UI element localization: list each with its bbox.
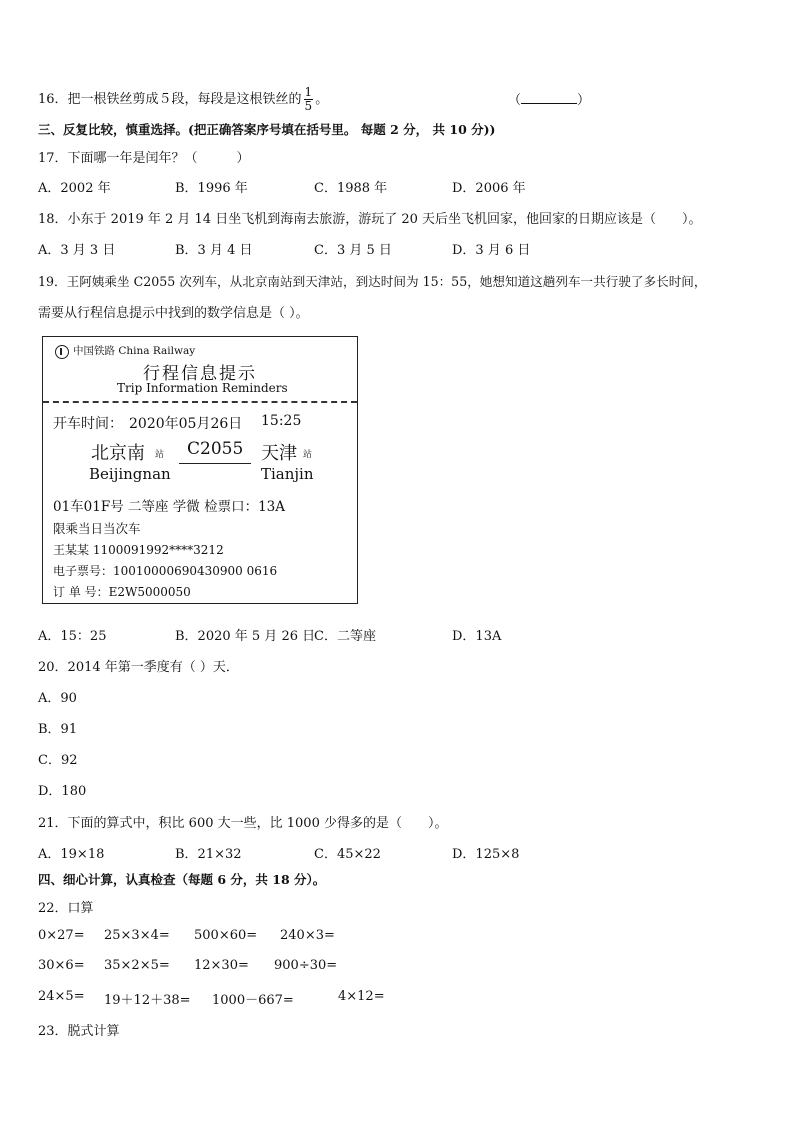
calc-1-1: 0×27= bbox=[38, 928, 85, 943]
calc-3-1: 24×5= bbox=[38, 989, 85, 1004]
ticket-from-suffix: 站 bbox=[155, 450, 165, 460]
q18-option-c[interactable]: C．3 月 5 日 bbox=[314, 243, 392, 258]
q18-option-a[interactable]: A．3 月 3 日 bbox=[38, 243, 116, 258]
question-18: 18．小东于 2019 年 2 月 14 日坐飞机到海南去旅游，游玩了 20 天后坐飞机回家，他回家的日期应该是（ ）。 bbox=[38, 212, 702, 227]
ticket-dashed-divider bbox=[43, 401, 357, 403]
ticket-train-arrow-line bbox=[179, 463, 251, 464]
calc-1-3: 500×60= bbox=[194, 928, 258, 943]
q20-option-d[interactable]: D．180 bbox=[38, 784, 87, 799]
ticket-seat-info: 01车01F号 二等座 学微 检票口：13A bbox=[53, 499, 286, 515]
question-19-line-2: 需要从行程信息提示中找到的数学信息是（ ）。 bbox=[38, 306, 309, 321]
question-22-title: 22．口算 bbox=[38, 901, 94, 916]
section-4-title: 四、细心计算，认真检查（每题 6 分，共 18 分）。 bbox=[38, 872, 326, 887]
q21-option-d[interactable]: D．125×8 bbox=[452, 847, 520, 862]
ticket-depart-date: 2020年05月26日 bbox=[129, 416, 243, 432]
ticket-train-number: C2055 bbox=[187, 439, 244, 459]
question-17: 17．下面哪一年是闰年？（ ） bbox=[38, 151, 250, 166]
ticket-depart-time: 15:25 bbox=[261, 413, 302, 429]
calc-1-4: 240×3= bbox=[280, 928, 335, 943]
ticket-from-station: 北京南 bbox=[91, 443, 145, 464]
ticket-from-en: Beijingnan bbox=[89, 465, 171, 483]
calc-2-4: 900÷30= bbox=[274, 958, 338, 973]
ticket-to-suffix: 站 bbox=[303, 450, 313, 460]
ticket-brand: 中国铁路 China Railway bbox=[73, 345, 196, 357]
question-23-title: 23．脱式计算 bbox=[38, 1024, 120, 1039]
q17-option-a[interactable]: A．2002 年 bbox=[38, 181, 111, 196]
calc-3-4: 4×12= bbox=[338, 989, 385, 1004]
q17-option-d[interactable]: D．2006 年 bbox=[452, 181, 526, 196]
ticket-eticket-number: 电子票号：10010000690430900 0616 bbox=[53, 564, 278, 578]
ticket-depart-label: 开车时间： bbox=[53, 416, 123, 432]
ticket-order-number: 订 单 号：E2W5000050 bbox=[53, 585, 191, 599]
question-19-line-1: 19．王阿姨乘坐 C2055 次列车，从北京南站到天津站，到达时间为 15：55，她想知道这趟列车一共行驶了多长时间， bbox=[38, 274, 707, 289]
q19-option-a[interactable]: A．15：25 bbox=[38, 629, 107, 644]
china-railway-logo-icon bbox=[55, 345, 69, 359]
ticket-to-en: Tianjin bbox=[261, 465, 314, 483]
ticket-title-en: Trip Information Reminders bbox=[117, 381, 288, 395]
q21-option-c[interactable]: C．45×22 bbox=[314, 847, 381, 862]
ticket-to-station: 天津 bbox=[261, 443, 297, 464]
question-21: 21．下面的算式中，积比 600 大一些，比 1000 少得多的是（ ）。 bbox=[38, 816, 448, 831]
calc-3-2: 19＋12＋38= bbox=[104, 993, 191, 1008]
fraction-one-fifth: $\frac{1}{5}$ bbox=[304, 85, 313, 113]
calc-2-2: 35×2×5= bbox=[104, 958, 170, 973]
q20-option-a[interactable]: A．90 bbox=[38, 691, 77, 706]
question-20: 20．2014 年第一季度有（ ）天． bbox=[38, 660, 239, 675]
q19-option-b[interactable]: B．2020 年 5 月 26 日 bbox=[175, 629, 316, 644]
section-3-title: 三、反复比较，慎重选择。(把正确答案序号填在括号里。 每题 2 分， 共 10 分)) bbox=[38, 122, 496, 137]
q18-option-b[interactable]: B．3 月 4 日 bbox=[175, 243, 253, 258]
q19-option-c[interactable]: C．二等座 bbox=[314, 629, 376, 644]
q21-option-b[interactable]: B．21×32 bbox=[175, 847, 242, 862]
q20-option-b[interactable]: B．91 bbox=[38, 722, 78, 737]
ticket-passenger: 王某某 1100091992****3212 bbox=[53, 543, 224, 557]
calc-2-3: 12×30= bbox=[194, 958, 249, 973]
answer-blank-16[interactable]: （ ） bbox=[508, 93, 591, 108]
calc-2-1: 30×6= bbox=[38, 958, 85, 973]
ticket-notice: 限乘当日当次车 bbox=[53, 521, 141, 536]
q19-option-d[interactable]: D．13A bbox=[452, 629, 502, 644]
q20-option-c[interactable]: C．92 bbox=[38, 753, 78, 768]
q21-option-a[interactable]: A．19×18 bbox=[38, 847, 105, 862]
calc-3-3: 1000－667= bbox=[212, 993, 294, 1008]
calc-1-2: 25×3×4= bbox=[104, 928, 170, 943]
q17-option-c[interactable]: C．1988 年 bbox=[314, 181, 388, 196]
question-16: 16．把一根铁丝剪成５段，每段是这根铁丝的 $\frac{1}{5}$ 。 bbox=[38, 85, 329, 113]
question-16-text: 16．把一根铁丝剪成５段，每段是这根铁丝的 bbox=[38, 92, 302, 107]
q18-option-d[interactable]: D．3 月 6 日 bbox=[452, 243, 531, 258]
q17-option-b[interactable]: B．1996 年 bbox=[175, 181, 248, 196]
ticket-title-cn: 行程信息提示 bbox=[143, 364, 257, 384]
trip-information-ticket bbox=[42, 336, 358, 604]
